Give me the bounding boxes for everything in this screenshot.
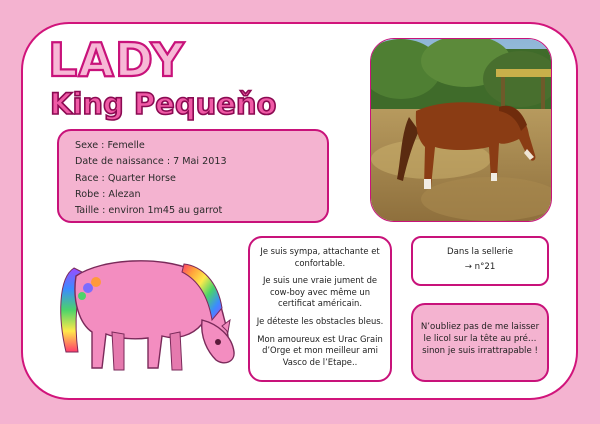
about-text-2: Je suis une vraie jument de cow-boy avec même un certificat américain.: [262, 275, 378, 309]
title-block: [44, 28, 344, 128]
info-coat: Robe : Alezan: [75, 188, 141, 200]
info-sexe: Sexe : Femelle: [75, 140, 145, 151]
about-text-4: Mon amoureux est Urac Grain d’Orge et mon meilleur ami Vasco de l’Etape..: [257, 333, 383, 367]
info-breed: Race : Quarter Horse: [75, 172, 176, 184]
title-wordart: [44, 28, 344, 128]
info-height: Taille : environ 1m45 au garrot: [75, 205, 223, 217]
title-line2: King Pequeňo: [50, 87, 277, 121]
about-box: [248, 236, 392, 382]
title-line1: LADY: [48, 33, 186, 87]
note-text: N’oubliez pas de me laisser le licol sur la tête au pré… sinon je suis irrattrapable !: [420, 322, 540, 357]
note-box: [411, 303, 549, 382]
about-text-1: Je suis sympa, attachante et confortable.: [260, 246, 380, 268]
sellerie-box: [411, 236, 549, 286]
horse-photo: [370, 38, 552, 222]
sellerie-title: Dans la sellerie: [447, 247, 513, 257]
info-box: [57, 129, 329, 223]
info-birthdate: Date de naissance : 7 Mai 2013: [75, 156, 227, 168]
pony-illustration: [52, 248, 242, 378]
sellerie-number: → n°21: [464, 262, 496, 272]
about-text-3: Je déteste les obstacles bleus.: [256, 315, 384, 326]
